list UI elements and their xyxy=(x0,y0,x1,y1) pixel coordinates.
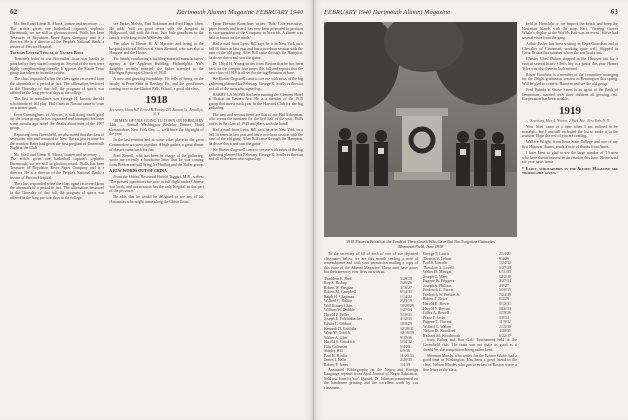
memorial-name: Walter D. Minigat xyxy=(423,270,452,275)
footnote: * Early, scholarships in the Alumni Magazine are thoroughly given. xyxy=(522,166,618,176)
memorial-date: 5/4/28 xyxy=(400,344,410,349)
memorial-date: 3/16/27 xyxy=(400,285,412,290)
memorial-name: Thaddeus E. Burt xyxy=(324,276,352,281)
paragraph: Fred Newell, who has been in charge of the gathering, wrote me recently a handsome letter that he was coming from Boston and will bring Ira Hurlbut and the Baker group. xyxy=(109,153,204,168)
memorial-name: Harold S. Goodrich xyxy=(324,340,355,345)
memorial-date: 1/18/36 xyxy=(499,311,511,316)
under-photo-column-right xyxy=(423,252,517,414)
memorial-date: 11/20/33 xyxy=(400,353,414,358)
memorial-name: Ralph H. Chapman xyxy=(324,294,354,299)
paragraph: In the last reunion and at some other place in the great Commodore we were together. A high gather, a great dinner of classes came back for fun. xyxy=(109,138,204,152)
right-column-text xyxy=(522,22,618,177)
paragraph: Had a mail from Lynn. Bill says he is in New York on a full 16 times in last year and has a two-hour session with the men of the old gang. After Bill came through the Hampton, he drove down and saw the game. xyxy=(208,41,303,60)
paragraph: Reporting from Greenfield, we also noted that the class of seventeen met and returned to New Haven just in time for the reunion. Bates had given the first program of Dartmouth Night at the Club. xyxy=(10,132,105,151)
paragraph: Vic Smith, conducting a building material manufacturers' agency at the Appleton Building, Philadelphia. Vic's daughter recently married; the father attended in the Michigan Episcopal Church of 1918. xyxy=(109,57,204,76)
memorial-date: 8/3/29 xyxy=(499,297,509,302)
paragraph: He adds that he would be delighted to see any of his classmates who might come along the China Coast. xyxy=(109,195,204,204)
running-head-right xyxy=(324,7,618,17)
memorial-name: Joseph A. Phillion xyxy=(423,283,452,288)
memorial-name: Joseph C. Meer xyxy=(423,274,448,279)
memorial-date: 4/8/27 xyxy=(499,283,509,288)
memorial-date: 5/14/32 xyxy=(400,340,412,345)
left-columns xyxy=(10,22,303,414)
caption-title: 1918 Places a Wreath at the Tomb of Their Coach Who Gave But Not Forgotten Comrades xyxy=(346,239,495,244)
memorial-date: 4/12/35 xyxy=(400,317,412,322)
paragraph: HARRY LA MOND has been running the Clement Hotel at Boston on Eastern Ave. He is a member of the 1918 group that meets each year in the Harvard Club for the big gathering. xyxy=(208,92,303,111)
memorial-name: William W. Dribble xyxy=(324,308,355,313)
memorial-name: Ellis Goltsman xyxy=(324,344,348,349)
memorial-name: Gilles A. Rowell xyxy=(423,311,450,316)
paragraph: Leon Cunningham, of Alewan, is still doing much good for the town group he has organized and arranged; his letter some months ago noted the details about men of the 1907 group. xyxy=(10,112,105,131)
paragraph: Annotated Bibliography on the Negro and Foreign Language reprints from April Journal of Negro Education. Sold out from its 'too'. Quoted, Dr. Johnson commented on the handsome printing and the excellent work by our classmate. xyxy=(324,367,418,390)
running-head-left xyxy=(10,7,303,17)
memorial-date: 9/17/36 xyxy=(400,335,412,340)
memorial-date: 6/22/37 xyxy=(499,333,511,338)
memorial-name: Eugene W. Priggees xyxy=(423,279,455,284)
paragraph: From the Orient, Reverend Harold Taggart, M.B., writes: 'The present operations are now in full flight under Chinese war lords, and our mission has the only hospital in this part of the province.' xyxy=(109,175,204,194)
memorial-name: Harold F. Fuller xyxy=(324,312,349,317)
memorial-name: Paul H. Hovlin xyxy=(324,353,348,358)
memorial-date: 3/27/34 xyxy=(499,279,511,284)
right-column xyxy=(522,22,618,414)
class-secretary-line: Secretary, Max A. Norton, 2 Park Ave., New York, N. Y. xyxy=(530,118,610,123)
memorial-name: Walter A. Glen xyxy=(324,335,348,340)
paragraph: held in Honolulu or we inspect the beach and keep the Hawaiian Islands with the map. Fact. 'Viewing Grover Whale's display at the World's Fair was an event.' We've had several visits from the gang. xyxy=(522,22,618,40)
memorial-list-left xyxy=(324,277,418,368)
memorial-date: 5/19/35 xyxy=(499,288,511,293)
paragraph: Sherman Moody, who writes for the Boston Globe, had a good time in Washington. Has been a great friend to the class. Nelson Rhodes who practices law in Boston wrote a fine letter to the class. xyxy=(423,353,517,372)
memorial-date: 1/4/39 xyxy=(400,362,410,367)
memorial-name: Wilfred C. Dalton xyxy=(324,299,353,304)
memorial-date: 1/14/22 xyxy=(400,294,412,299)
memorial-date: 6/11/33 xyxy=(499,270,511,275)
memorial-date: 12/20/31 xyxy=(400,326,414,331)
left-column-1 xyxy=(10,22,104,414)
under-photo-column-left xyxy=(324,252,418,414)
left-column-3 xyxy=(209,22,303,414)
paragraph: Had a mail from Lynn. Bill says he is in New York on a full 16 times in last year and has a two-hour session with the men of the old gang. After Bill came through the Hampton, he drove down and saw the game. xyxy=(208,128,303,146)
left-column-2 xyxy=(109,22,203,414)
section-heading: Tremain Letter Typical at Yankee Bowl xyxy=(10,51,84,56)
memorial-name: Winn W. Gold Jr. xyxy=(324,331,351,336)
memorial-name: Stanley Hill xyxy=(324,349,343,354)
paragraph: I have been so glad to see the large number of '19 men who have shown interest in the reunion this June. Please send me your news items. xyxy=(522,151,618,165)
paragraph: Fred Pulaski at Grove Street is an agent of the Bank of Leominster, married with three children all growing fast. Cooperation has been notable. xyxy=(522,88,618,102)
memorial-date: 1/24/32 xyxy=(499,261,511,266)
photo-caption xyxy=(324,239,517,249)
class-year-heading: 1919 xyxy=(559,104,581,117)
memorial-name: Kenneth D. Griffiths xyxy=(324,326,357,331)
memorial-name: Robert P. Rowe xyxy=(423,297,448,302)
paragraph: see Parker Melvin, Earl Robinson and Fred Hager often. He adds: 'still on good terms with the hospital in Hollywood, still with the firm. Two little grandsons in the family, frolicking in the Wellesley side.' xyxy=(109,22,204,40)
memorial-date: 11/9/32 xyxy=(499,320,511,325)
paragraph: from Father and Son Golf Tournament held at the Greenfield club. The team was not quite as good as it should be, the competition being rather keen. xyxy=(423,338,517,352)
memorial-photo xyxy=(324,22,517,237)
memorial-name: Joseph E. Falchinbacher xyxy=(324,317,362,322)
paragraph: Dr. Lloyd H. Young writes from Boston that he has been back on the campus four times this fall and reports that the new class of 1918 is all set for the big Reunion in June. xyxy=(208,61,303,76)
paragraph: Mr. Snell and Glenn R. Morse, trustee and secretary. . . . The article given one basketball captain's sophistic Dartmouth, we are still in glorious mood. Walls has been Treasurer of Royalston River Paper Company and is a director. He is a director of the People's National Bank, a trustee of Proctor Hospital. xyxy=(10,152,105,180)
memorial-date: 9/4/29 xyxy=(499,256,509,261)
memorial-name: Richard M. Woodworth xyxy=(423,333,460,338)
paragraph: Tremain's letter in our November issue was hardly in print before they started coming in. Several of the men were highly complimenting friendly. It appears the Maine Town group has taken an infantile course. xyxy=(10,57,105,76)
memorial-name: Willard C. Walton xyxy=(423,324,452,329)
class-year-heading: 1918 xyxy=(145,94,168,107)
memorial-date: 10/28/29 xyxy=(400,303,414,308)
memorial-date: 12/10/19 xyxy=(400,331,414,336)
memorial-name: Frederick W. Purdon Jr. xyxy=(423,292,460,297)
class-secretary-line: Secretary, Churchill, Ernest H. Earley, 281 Benson St., Brooklyn, N. Y. xyxy=(109,108,204,117)
memorial-name: Edwin L. Gibbon xyxy=(324,322,352,327)
memorial-name: Paul S. Lincoln xyxy=(423,261,448,266)
paragraph: The first in attendance was George H. Lovett, the old schoolmate of fall play. Phil Cates in Nassau came to town on a winter jaunt. xyxy=(10,97,105,111)
memorial-date: 2/15/30 xyxy=(499,324,511,329)
memorial-name: Harold K. Rowe xyxy=(423,302,449,307)
section-heading: A FEW WORDS OUT OF CHINA xyxy=(109,169,167,174)
under-photo-text xyxy=(324,252,517,414)
paragraph: Wallace Wright, from Iowa State College and one of my first Hanover chums, sends a note of thanks from Ames. xyxy=(522,140,618,150)
page-number-right: 63 xyxy=(610,8,618,16)
paragraph: Mr. Snell and Glenn R. Morse, trustee and secretary. . . . The article given one basketball captain's sophistic Dartmouth, we are still in glorious mood. Walls has been Treasurer of Royalston River Paper Company and is a director. He is a director of the People's National Bank, a trustee of Proctor Hospital. xyxy=(10,22,105,49)
memorial-name: Roy S. Bishop xyxy=(324,281,347,286)
memorial-date: 9/12/31 xyxy=(499,302,511,307)
paragraph: The class responded when the class again recovered from the aftermath of a period in fact. The affirmation bestowed in the Thursday of that fall, the program of sports was offered in the long pre-war days at the college. xyxy=(10,181,105,200)
memorial-name: Robert W. Caspian xyxy=(324,285,354,290)
paragraph: The class responded when the class again recovered from the aftermath of a period in fact. The affirmation bestowed in the Thursday of that fall, the program of sports was offered in the long pre-war days at the college. xyxy=(10,77,105,96)
right-page xyxy=(314,0,628,420)
paragraph: The other is Homer H. A. Myrotte: and being in the hospital with real Fellows at Sister Bernard, who was also at Hanover and the House. xyxy=(109,41,204,56)
memorial-name: Robert M. Campbell xyxy=(324,290,357,295)
memorial-date: 2/29/35 xyxy=(400,358,412,363)
memorial-name: Theodore A. Lovell xyxy=(423,265,454,270)
paragraph: Roger Goodwin is a member of the committee arranging for the Bright graduation session at Bennington this spring. Will be glad to come to Hanover and see the old group. xyxy=(522,72,618,86)
running-title-right: FEBRUARY 1940 Dartmouth Alumni Magazine xyxy=(324,8,451,16)
memorial-name: Thomas V. Lehnat xyxy=(423,256,452,261)
memorial-date: 4/30/35 xyxy=(499,329,511,334)
page-number-left: 62 xyxy=(10,8,18,16)
paragraph: We Homer Cogswell came to see me with news of the big gathering planned for February. George K. Scully is director and all of the men who signed up. xyxy=(208,148,303,162)
paragraph: Arthur Fisher has been visiting in Cape Girardeau and is Chevalier of Cincinnati, working quite well. Stopped in Great Britain this summer where the war broke out. xyxy=(522,41,618,56)
memorial-date: 7/20/26 xyxy=(400,281,412,286)
paragraph: Your letter came at a time when I am inclined to be nostalgic; but I am still on board the list to make it to the reunion. Hope the rest of you are coming. xyxy=(522,125,618,139)
memorial-name: James I. Iselin xyxy=(324,358,347,363)
memorial-name: George F. Laurie xyxy=(423,252,450,256)
paragraph: A new and growing friendship; Vic tells of being on the faculty at Penn State in Hershey, Pa., and the good times coming over to the Clinton Falls School, a good old class. xyxy=(109,77,204,91)
memorial-name: Robert F. Jones xyxy=(324,362,349,367)
memorial-date: 10/6/33 xyxy=(499,306,511,311)
paragraph: From Herman Kornchner writes: 'Bob, Cole executive, paper boards and board, has now been promoted to position as vice-president of the Company in Norwich. A dinner was held in honor on the ninth.' xyxy=(208,22,303,40)
memorial-name: Franz F. Seiler xyxy=(423,315,446,320)
memorial-name: Will Kinney Chen xyxy=(324,303,353,308)
paragraph: '48 MEN OF 1918 GOING TO TOWN ON FEBRUARY 14th — Annual Washington Birthday Dinner, Hotel Commodore, New York City — we'll have the big night of the year. xyxy=(109,118,204,137)
memorial-date: 7/24/38 xyxy=(499,292,511,297)
memorial-date: 1/27/34 xyxy=(400,308,412,313)
memorial-date: 5/29/18 xyxy=(400,276,412,281)
paragraph: To the secretary of 60 of each of one of our departed classmates below, we are this month sending a note of remembrance and with your permission mailing a copy of this issue of the Alumni Magazine. These men have gone; but their memory ever lives on with us. xyxy=(324,252,418,275)
memorial-date: 12/2/30 xyxy=(499,274,511,279)
memorial-list-right xyxy=(423,252,517,338)
running-title-left: Dartmouth Alumni Magazine FEBRUARY 1940 xyxy=(176,8,303,16)
paragraph: We Homer Cogswell came to see me with news of the big gathering planned for February. George K. Scully is director and all of the men who signed up. xyxy=(208,77,303,91)
memorial-date: 2/14/21 xyxy=(499,252,511,256)
caption-subtitle: Memorial Field, June 1938 xyxy=(398,244,443,249)
memorial-date: 3/10/31 xyxy=(400,312,412,317)
memorial-date: 6/9/36 xyxy=(400,349,410,354)
memorial-date: 5/27/28 xyxy=(499,265,511,270)
memorial-date: 10/8/29 xyxy=(400,322,412,327)
memorial-date: 6/14/31 xyxy=(400,290,412,295)
paragraph: Chester 'Chet' Dalton stopped in the Hanover inn for a visit of several hours; Chet's boy is a junior this year. Homer Tyler was also there to look around. xyxy=(522,57,618,71)
memorial-date: 2/23/19 xyxy=(400,299,412,304)
memorial-name: Eugene T. Vincent xyxy=(423,320,452,325)
memorial-photo-image xyxy=(324,22,517,237)
paragraph: The new and serious items are that of our Phil Ackerman, who seems the nominee for the first half of the year; Phil's son is in the class of 1943 and plays with the band. xyxy=(208,112,303,126)
memorial-date: 3/8/34 xyxy=(499,315,509,320)
memorial-name: Nelson D. Woodford xyxy=(423,329,456,334)
memorial-name: Frederick C. Purvis xyxy=(423,288,454,293)
memorial-name: Harold F. Rowan xyxy=(423,306,450,311)
